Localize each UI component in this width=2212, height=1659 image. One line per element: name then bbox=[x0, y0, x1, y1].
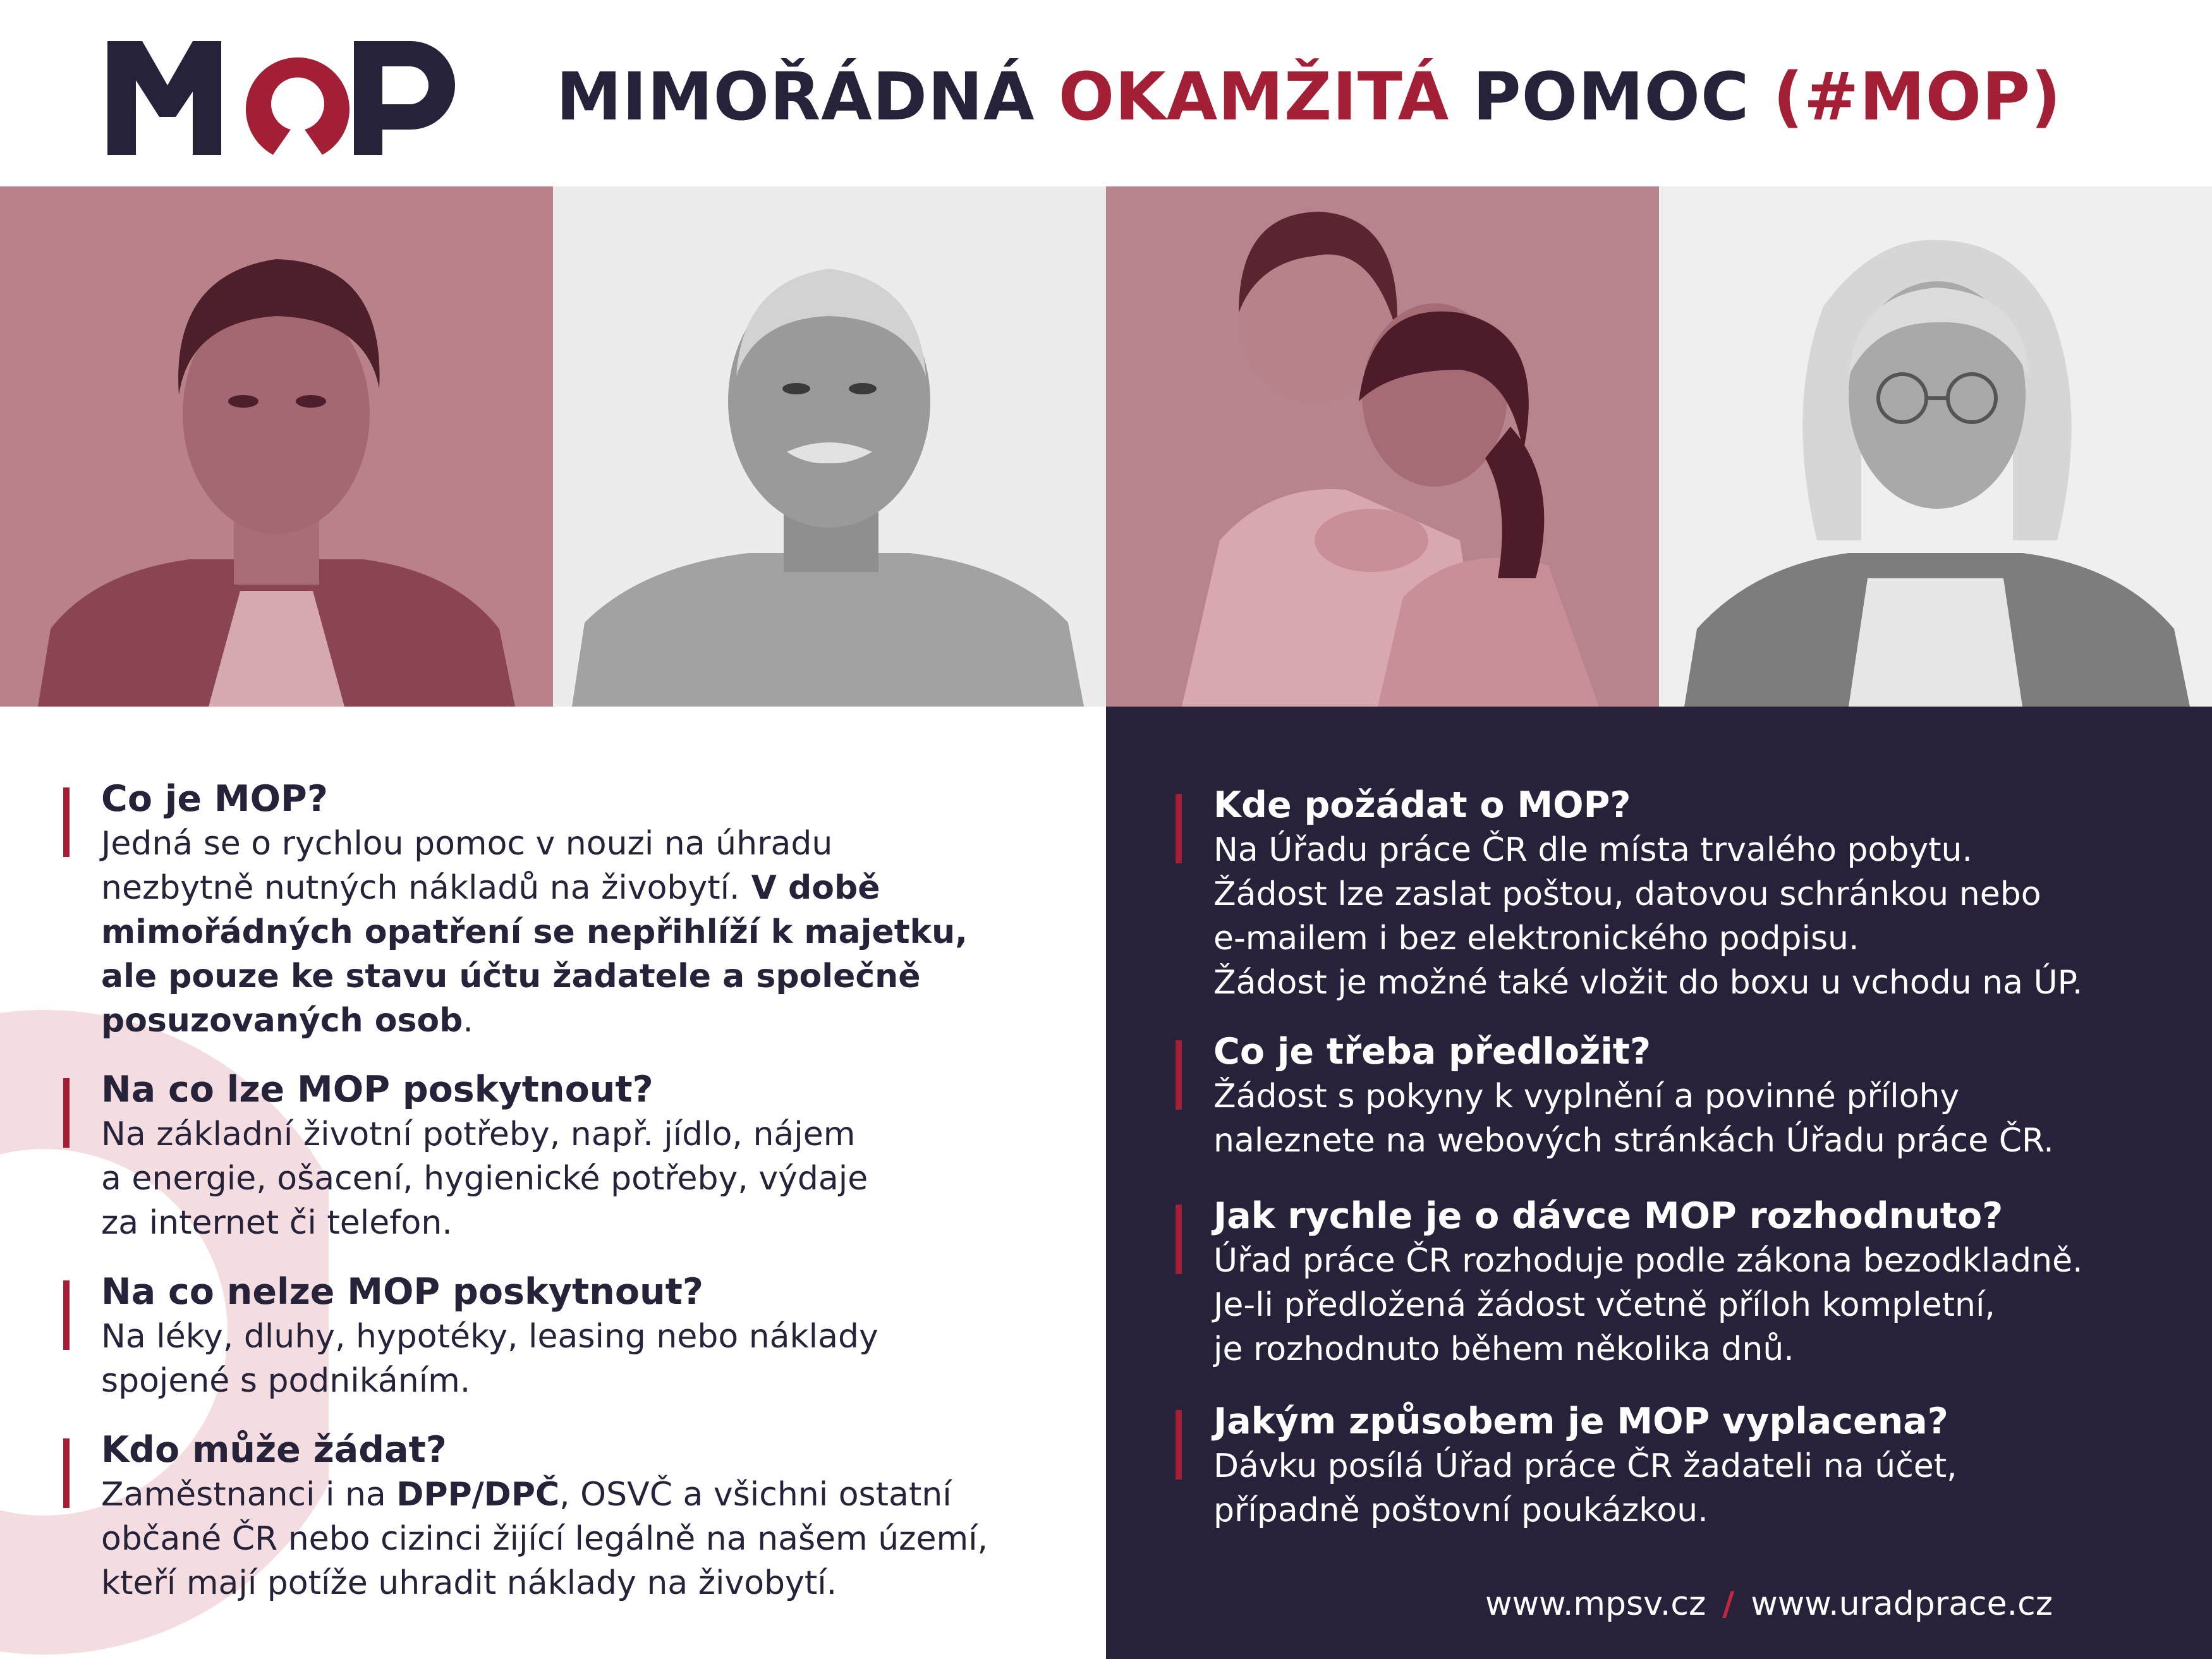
section-text: posuzovaných osob. bbox=[101, 1002, 473, 1040]
section-what-to-submit bbox=[1176, 1029, 2054, 1163]
link-separator: / bbox=[1722, 1585, 1735, 1623]
section-text: Úřad práce ČR rozhoduje podle zákona bezodkladně. bbox=[1213, 1242, 2083, 1280]
section-text: Žádost je možné také vložit do boxu u vchodu na ÚP. bbox=[1213, 964, 2083, 1002]
section-text: Jedná se o rychlou pomoc v nouzi na úhradu bbox=[101, 825, 833, 863]
section-heading: Co je třeba předložit? bbox=[1213, 1031, 1651, 1073]
section-text: e-mailem i bez elektronického podpisu. bbox=[1213, 920, 1859, 957]
section-heading: Na co nelze MOP poskytnout? bbox=[101, 1271, 703, 1313]
section-how-paid bbox=[1176, 1399, 1957, 1533]
section-text: je rozhodnuto během několika dnů. bbox=[1213, 1330, 1794, 1368]
photo-mother-daughter bbox=[1106, 186, 1659, 707]
footer-links bbox=[1485, 1585, 2053, 1623]
section-not-for bbox=[63, 1269, 878, 1403]
section-text: Žádost s pokyny k vyplnění a povinné přílohy bbox=[1213, 1078, 1960, 1115]
section-text: Na Úřadu práce ČR dle místa trvalého pobytu. bbox=[1213, 831, 1973, 869]
section-text: spojené s podnikáním. bbox=[101, 1362, 471, 1400]
section-text: Žádost lze zaslat poštou, datovou schránkou nebo bbox=[1213, 875, 2041, 913]
accent-bar bbox=[1176, 1040, 1182, 1110]
accent-bar bbox=[1176, 1410, 1182, 1480]
section-heading: Jakým způsobem je MOP vyplacena? bbox=[1213, 1401, 1948, 1442]
accent-bar bbox=[63, 787, 70, 857]
section-text: Dávku posílá Úřad práce ČR žadateli na účet, bbox=[1213, 1447, 1957, 1485]
photo-older-woman bbox=[1659, 186, 2212, 707]
section-how-fast bbox=[1176, 1193, 2083, 1371]
header bbox=[0, 0, 2212, 186]
section-text: naleznete na webových stránkách Úřadu práce ČR. bbox=[1213, 1122, 2054, 1160]
photo-strip bbox=[0, 186, 2212, 707]
section-what-for bbox=[63, 1067, 868, 1245]
section-text: Zaměstnanci i na DPP/DPČ, OSVČ a všichni ostatní bbox=[101, 1476, 952, 1514]
section-text: ale pouze ke stavu účtu žadatele a společně bbox=[101, 957, 921, 995]
link-uradprace[interactable]: www.uradprace.cz bbox=[1751, 1585, 2053, 1623]
left-column bbox=[0, 707, 1106, 1659]
section-heading: Co je MOP? bbox=[101, 778, 328, 820]
section-what-is-mop bbox=[63, 776, 968, 1043]
section-text: mimořádných opatření se nepřihlíží k majetku, bbox=[101, 913, 968, 951]
section-text: za internet či telefon. bbox=[101, 1204, 453, 1242]
accent-bar bbox=[1176, 1205, 1182, 1274]
mop-logo bbox=[107, 35, 461, 161]
section-heading: Kde požádat o MOP? bbox=[1213, 784, 1631, 826]
section-text: nezbytně nutných nákladů na živobytí. V době bbox=[101, 869, 880, 907]
section-who-can-apply bbox=[63, 1427, 988, 1605]
photo-older-man bbox=[553, 186, 1106, 707]
section-text: Na základní životní potřeby, např. jídlo, nájem bbox=[101, 1115, 856, 1153]
accent-bar bbox=[63, 1078, 70, 1148]
section-text: Na léky, dluhy, hypotéky, leasing nebo náklady bbox=[101, 1318, 878, 1356]
link-mpsv[interactable]: www.mpsv.cz bbox=[1485, 1585, 1706, 1623]
accent-bar bbox=[1176, 794, 1182, 863]
section-text: občané ČR nebo cizinci žijící legálně na našem území, bbox=[101, 1520, 988, 1558]
accent-bar bbox=[63, 1438, 70, 1508]
section-text: a energie, ošacení, hygienické potřeby, výdaje bbox=[101, 1160, 868, 1198]
page-title: MIMOŘÁDNÁ OKAMŽITÁ POMOC (#MOP) bbox=[556, 58, 2062, 135]
photo-young-man bbox=[0, 186, 553, 707]
section-heading: Kdo může žádat? bbox=[101, 1429, 447, 1471]
section-heading: Jak rychle je o dávce MOP rozhodnuto? bbox=[1213, 1195, 2003, 1237]
section-text: kteří mají potíže uhradit náklady na živobytí. bbox=[101, 1564, 837, 1602]
right-column bbox=[1106, 707, 2212, 1659]
section-text: Je-li předložená žádost včetně příloh kompletní, bbox=[1213, 1286, 1995, 1324]
section-where-to-apply bbox=[1176, 782, 2083, 1005]
section-heading: Na co lze MOP poskytnout? bbox=[101, 1069, 653, 1110]
accent-bar bbox=[63, 1280, 70, 1350]
section-text: případně poštovní poukázkou. bbox=[1213, 1492, 1708, 1529]
